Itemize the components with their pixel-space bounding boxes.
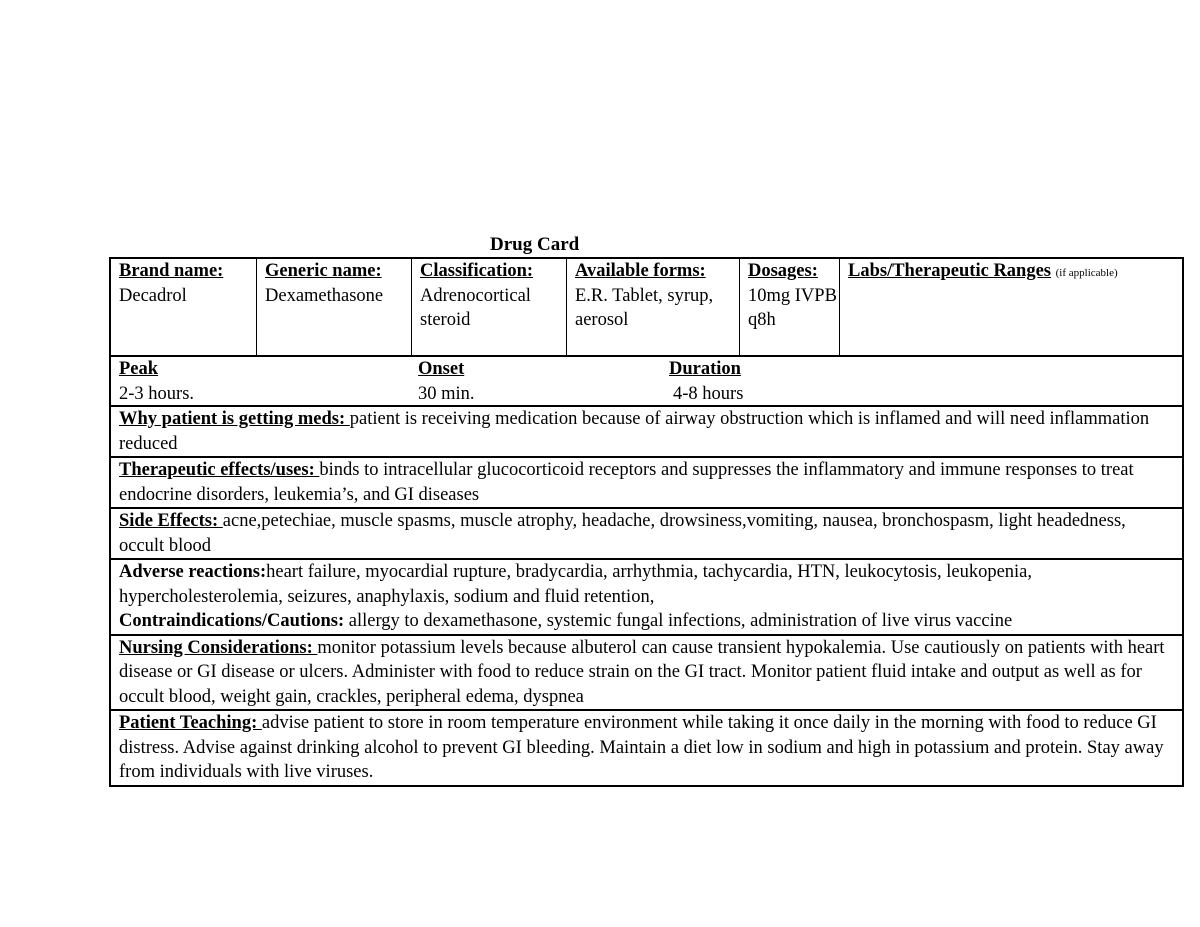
why-patient-label: Why patient is getting meds: <box>119 409 350 429</box>
patient-teaching-text: advise patient to store in room temperature environment while taking it once daily in the morning with food to reduce GI distress. Advise against drinking alcohol to prevent GI bleeding. Maintain a diet low in sodium and high in potassium and protein. Stay away from individuals with live viruses. <box>119 713 1169 782</box>
why-patient-text: patient is receiving medication because of airway obstruction which is inflamed and will need inflammation reduced <box>119 409 1154 454</box>
classification-value: Adrenocortical steroid <box>420 285 531 330</box>
onset-cell <box>418 357 665 405</box>
labs-cell <box>839 259 1182 355</box>
dosages-label: Dosages: <box>748 261 818 281</box>
nursing-considerations-label: Nursing Considerations: <box>119 637 318 658</box>
therapeutic-effects-section <box>111 456 1182 507</box>
available-forms-cell <box>566 259 739 355</box>
labs-note: (if applicable) <box>1055 267 1118 279</box>
side-effects-text: acne,petechiae, muscle spasms, muscle atrophy, headache, drowsiness,vomiting, nausea, bronchospasm, light headedness, occult blood <box>119 511 1131 556</box>
generic-name-cell <box>256 259 411 355</box>
duration-label: Duration <box>669 359 741 379</box>
dosages-value: 10mg IVPB q8h <box>748 285 837 330</box>
duration-cell <box>665 357 1174 405</box>
adverse-reactions-label: Adverse reactions: <box>119 562 267 582</box>
nursing-considerations-text: monitor potassium levels because albuterol can cause transient hypokalemia. Use cautiously on patients with heart disease or GI disease or ulcers. Administer with food to reduce strain on the GI tract. Monitor patient fluid intake and output as well as for occult blood, weight gain, crackles, peripheral edema, dyspnea <box>119 637 1170 707</box>
timing-row <box>111 355 1182 405</box>
adverse-reactions-text: heart failure, myocardial rupture, bradycardia, arrhythmia, tachycardia, HTN, leukocytosis, leukopenia, hypercholesterolemia, seizures, anaphylaxis, sodium and fluid retention, <box>119 562 1037 607</box>
brand-name-label: Brand name: <box>119 261 224 281</box>
dosages-cell <box>739 259 839 355</box>
available-forms-value: E.R. Tablet, syrup, aerosol <box>575 285 714 330</box>
duration-value: 4-8 hours <box>673 383 744 404</box>
generic-name-value: Dexamethasone <box>265 285 384 306</box>
contraindications-text: allergy to dexamethasone, systemic fungal infections, administration of live virus vaccine <box>348 611 1013 631</box>
labs-label: Labs/Therapeutic Ranges <box>848 261 1052 281</box>
peak-cell <box>119 357 418 405</box>
page-title: Drug Card <box>490 234 580 255</box>
patient-teaching-section <box>111 709 1182 785</box>
classification-label: Classification: <box>420 261 534 281</box>
therapeutic-effects-label: Therapeutic effects/uses: <box>119 460 320 480</box>
peak-label: Peak <box>119 359 159 379</box>
side-effects-section <box>111 507 1182 558</box>
side-effects-label: Side Effects: <box>119 511 223 531</box>
drug-card-table <box>109 257 1184 787</box>
brand-name-value: Decadrol <box>119 285 187 306</box>
available-forms-label: Available forms: <box>575 261 706 281</box>
classification-cell <box>411 259 566 355</box>
onset-value: 30 min. <box>418 383 475 404</box>
nursing-considerations-section <box>111 634 1182 710</box>
peak-value: 2-3 hours. <box>119 383 195 404</box>
contraindications-label: Contraindications/Cautions: <box>119 611 349 631</box>
patient-teaching-label: Patient Teaching: <box>119 713 262 733</box>
generic-name-label: Generic name: <box>265 261 382 281</box>
why-patient-section <box>111 405 1182 456</box>
brand-name-cell <box>111 259 256 355</box>
drug-info-row <box>111 259 1182 355</box>
adverse-reactions-section <box>111 558 1182 634</box>
therapeutic-effects-text: binds to intracellular glucocorticoid receptors and suppresses the inflammatory and immune responses to treat endocrine disorders, leukemia’s, and GI diseases <box>119 460 1139 505</box>
onset-label: Onset <box>418 359 465 379</box>
